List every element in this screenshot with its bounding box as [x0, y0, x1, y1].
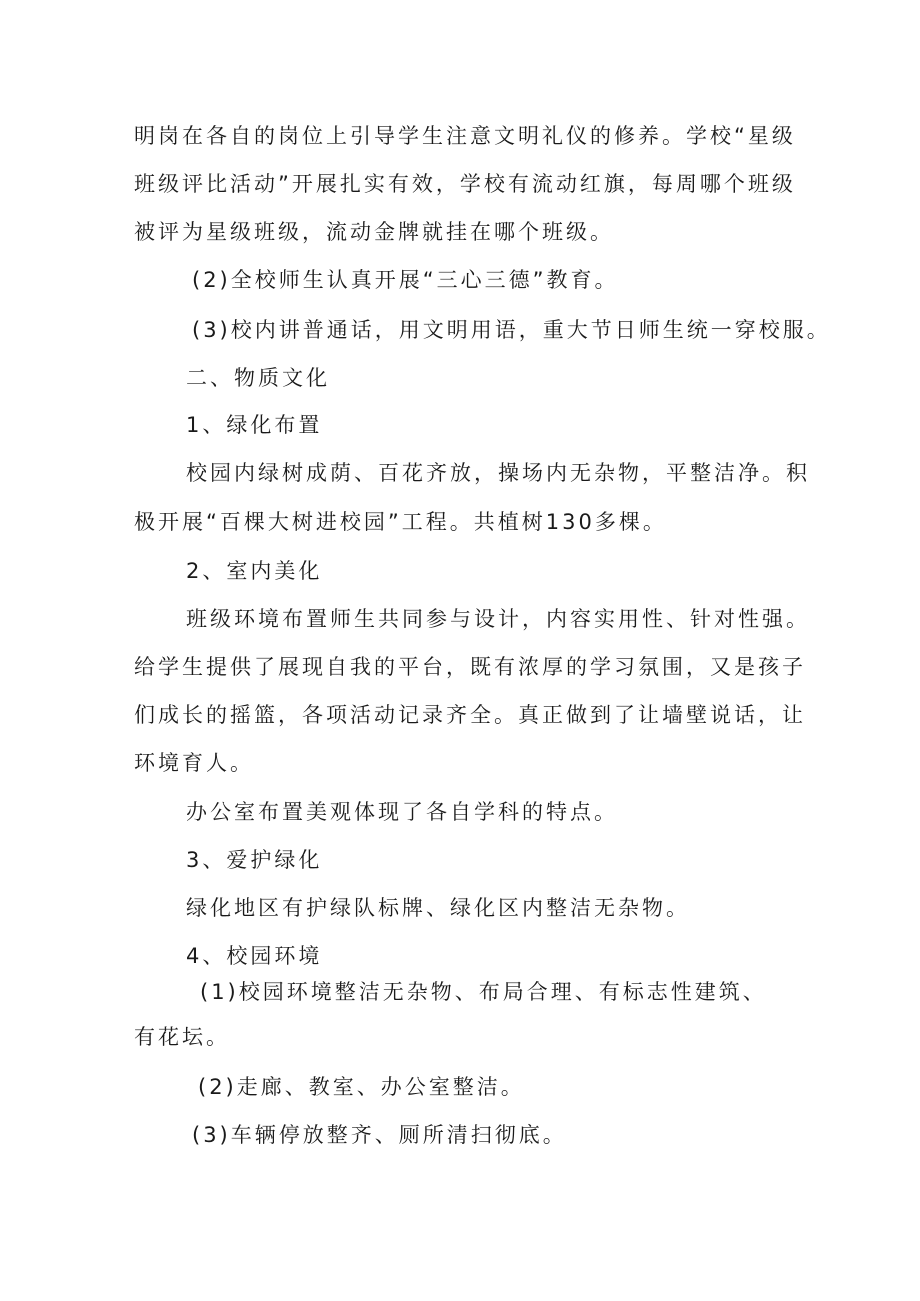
paragraph-line: 明岗在各自的岗位上引导学生注意文明礼仪的修养。学校“星级 [134, 124, 796, 148]
paragraph-line: 极开展“百棵大树进校园”工程。共植树130多棵。 [134, 510, 667, 534]
subsection-heading: 2、室内美化 [186, 559, 323, 583]
paragraph-line: (2)走廊、教室、办公室整洁。 [198, 1075, 525, 1099]
subsection-heading: 4、校园环境 [186, 944, 323, 968]
paragraph-line: 办公室布置美观体现了各自学科的特点。 [186, 800, 618, 824]
paragraph-line: (2)全校师生认真开展“三心三德”教育。 [192, 268, 619, 292]
paragraph-line: 绿化地区有护绿队标牌、绿化区内整洁无杂物。 [186, 896, 690, 920]
subsection-heading: 3、爱护绿化 [186, 848, 323, 872]
paragraph-line: 校园内绿树成荫、百花齐放，操场内无杂物，平整洁净。积 [186, 461, 810, 485]
paragraph-line: 们成长的摇篮，各项活动记录齐全。真正做到了让墙壁说话，让 [134, 703, 806, 727]
subsection-heading: 1、绿化布置 [186, 413, 323, 437]
paragraph-line: 给学生提供了展现自我的平台，既有浓厚的学习氛围，又是孩子 [134, 655, 806, 679]
paragraph-line: 班级评比活动”开展扎实有效，学校有流动红旗，每周哪个班级 [134, 172, 796, 196]
paragraph-line: 有花坛。 [134, 1025, 230, 1049]
paragraph-line: (3)校内讲普通话，用文明用语，重大节日师生统一穿校服。 [192, 318, 831, 342]
paragraph-line: (3)车辆停放整齐、厕所清扫彻底。 [192, 1123, 567, 1147]
paragraph-line: 环境育人。 [134, 751, 254, 775]
paragraph-line: 被评为星级班级，流动金牌就挂在哪个班级。 [134, 220, 614, 244]
paragraph-line: (1)校园环境整洁无杂物、布局合理、有标志性建筑、 [200, 980, 767, 1004]
paragraph-line: 班级环境布置师生共同参与设计，内容实用性、针对性强。 [186, 607, 810, 631]
section-heading: 二、物质文化 [186, 366, 330, 390]
